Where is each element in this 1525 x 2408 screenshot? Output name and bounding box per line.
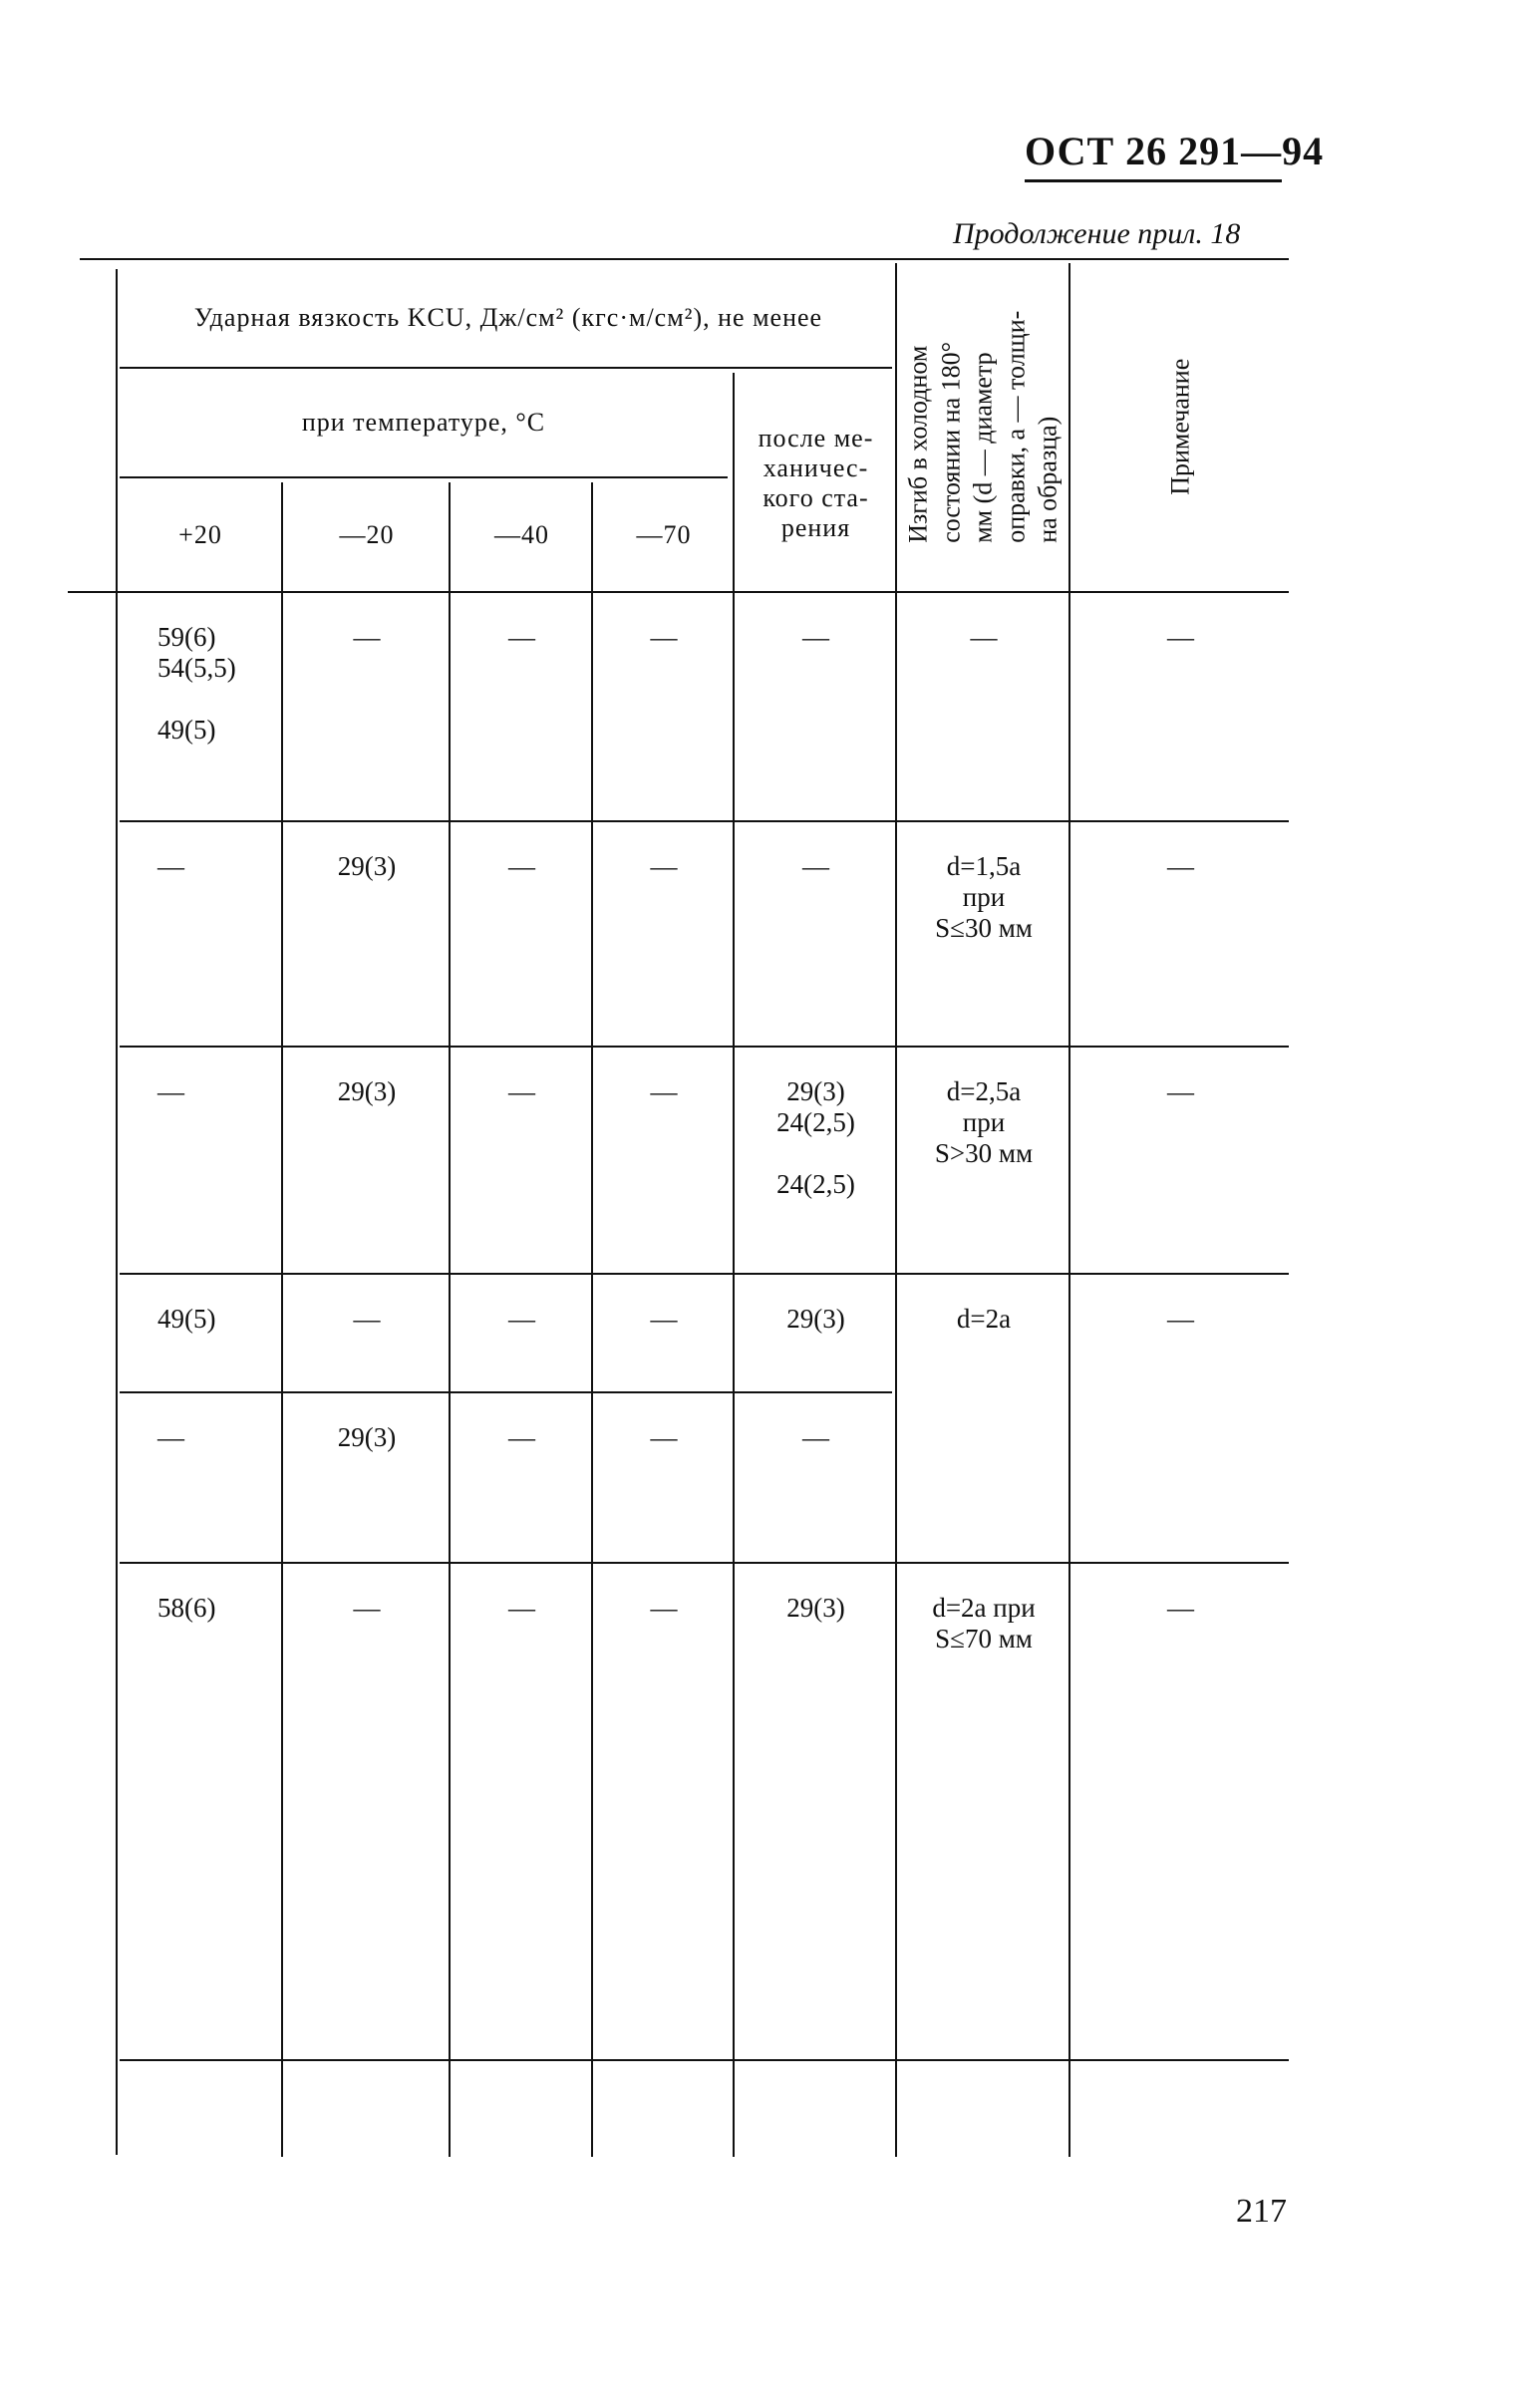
continuation-caption: Продолжение прил. 18 — [953, 217, 1241, 250]
group-header: Ударная вязкость KCU, Дж/см² (кгс·м/см²), не менее — [193, 303, 823, 333]
cell-t20: — — [157, 1422, 184, 1452]
rule-under-temp — [120, 476, 728, 478]
cell-m40: — — [508, 1304, 535, 1334]
rule-row-5 — [120, 1562, 1289, 1564]
cell-aging: — — [802, 622, 829, 652]
bend-header — [899, 263, 1068, 591]
rule-row-1 — [120, 820, 1289, 822]
cell-note: — — [1167, 622, 1194, 652]
cell-t20: — — [157, 851, 184, 881]
temp-header-minus70: —70 — [636, 519, 692, 549]
cell-t20: 49(5) — [157, 1304, 216, 1334]
cell-t20: 59(6) 54(5,5) 49(5) — [157, 622, 236, 746]
cell-bend: d=2,5a при S>30 мм — [934, 1076, 1034, 1169]
cell-bend: d=2a при S≤70 мм — [932, 1593, 1036, 1655]
cell-m40: — — [508, 1422, 535, 1452]
rule-row-2 — [120, 1046, 1289, 1048]
note-header — [1072, 263, 1289, 591]
rule-left — [116, 269, 118, 2155]
cell-aging: 29(3) 24(2,5) 24(2,5) — [776, 1076, 855, 1200]
rule-col-aging — [895, 263, 897, 2157]
temp-header-minus40: —40 — [494, 519, 549, 549]
temperature-header: при температуре, °C — [301, 408, 546, 438]
temp-header-plus20: +20 — [178, 519, 222, 549]
temp-header-minus20: —20 — [339, 519, 395, 549]
rule-header-bottom — [68, 591, 1289, 593]
cell-m20: 29(3) — [337, 851, 397, 881]
rule-under-group — [120, 367, 892, 369]
cell-m20: 29(3) — [337, 1422, 397, 1452]
rule-bottom — [120, 2059, 1289, 2061]
cell-m40: — — [508, 622, 535, 652]
cell-bend: d=1,5a при S≤30 мм — [935, 851, 1033, 944]
cell-aging: — — [802, 851, 829, 881]
cell-bend: d=2a — [956, 1304, 1012, 1334]
aging-header: после ме- ханичес- кого ста- рения — [758, 424, 874, 542]
cell-t20: 58(6) — [157, 1593, 216, 1623]
cell-m40: — — [508, 1593, 535, 1623]
cell-aging: — — [802, 1422, 829, 1452]
cell-m20: — — [353, 1593, 381, 1623]
cell-m40: — — [508, 1076, 535, 1106]
cell-m70: — — [650, 851, 678, 881]
cell-m70: — — [650, 622, 678, 652]
cell-m70: — — [650, 1076, 678, 1106]
rule-col-bend — [1068, 263, 1070, 2157]
cell-note: — — [1167, 1304, 1194, 1334]
bend-header-text: Изгиб в холодном состоянии на 180° мм (d — диаметр оправки, a — толщи- на образца) — [903, 310, 1063, 544]
cell-note: — — [1167, 851, 1194, 881]
cell-m40: — — [508, 851, 535, 881]
rule-col-m70 — [733, 373, 735, 2157]
cell-m70: — — [650, 1593, 678, 1623]
cell-aging: 29(3) — [786, 1304, 845, 1334]
rule-col-m40 — [591, 482, 593, 2157]
document-code: ОСТ 26 291—94 — [1025, 129, 1325, 173]
rule-row-4a — [120, 1391, 892, 1393]
cell-m70: — — [650, 1422, 678, 1452]
cell-note: — — [1167, 1593, 1194, 1623]
cell-note: — — [1167, 1076, 1194, 1106]
rule-top — [80, 258, 1289, 260]
rule-col-20 — [281, 482, 283, 2157]
page-number: 217 — [1236, 2193, 1287, 2230]
cell-m20: — — [353, 622, 381, 652]
document-code-underline — [1025, 179, 1282, 182]
cell-aging: 29(3) — [786, 1593, 845, 1623]
cell-t20: — — [157, 1076, 184, 1106]
cell-bend: — — [970, 622, 998, 652]
note-header-text: Примечание — [1165, 358, 1195, 496]
cell-m20: — — [353, 1304, 381, 1334]
cell-m20: 29(3) — [337, 1076, 397, 1106]
rule-row-3 — [120, 1273, 1289, 1275]
cell-m70: — — [650, 1304, 678, 1334]
rule-col-m20 — [449, 482, 451, 2157]
